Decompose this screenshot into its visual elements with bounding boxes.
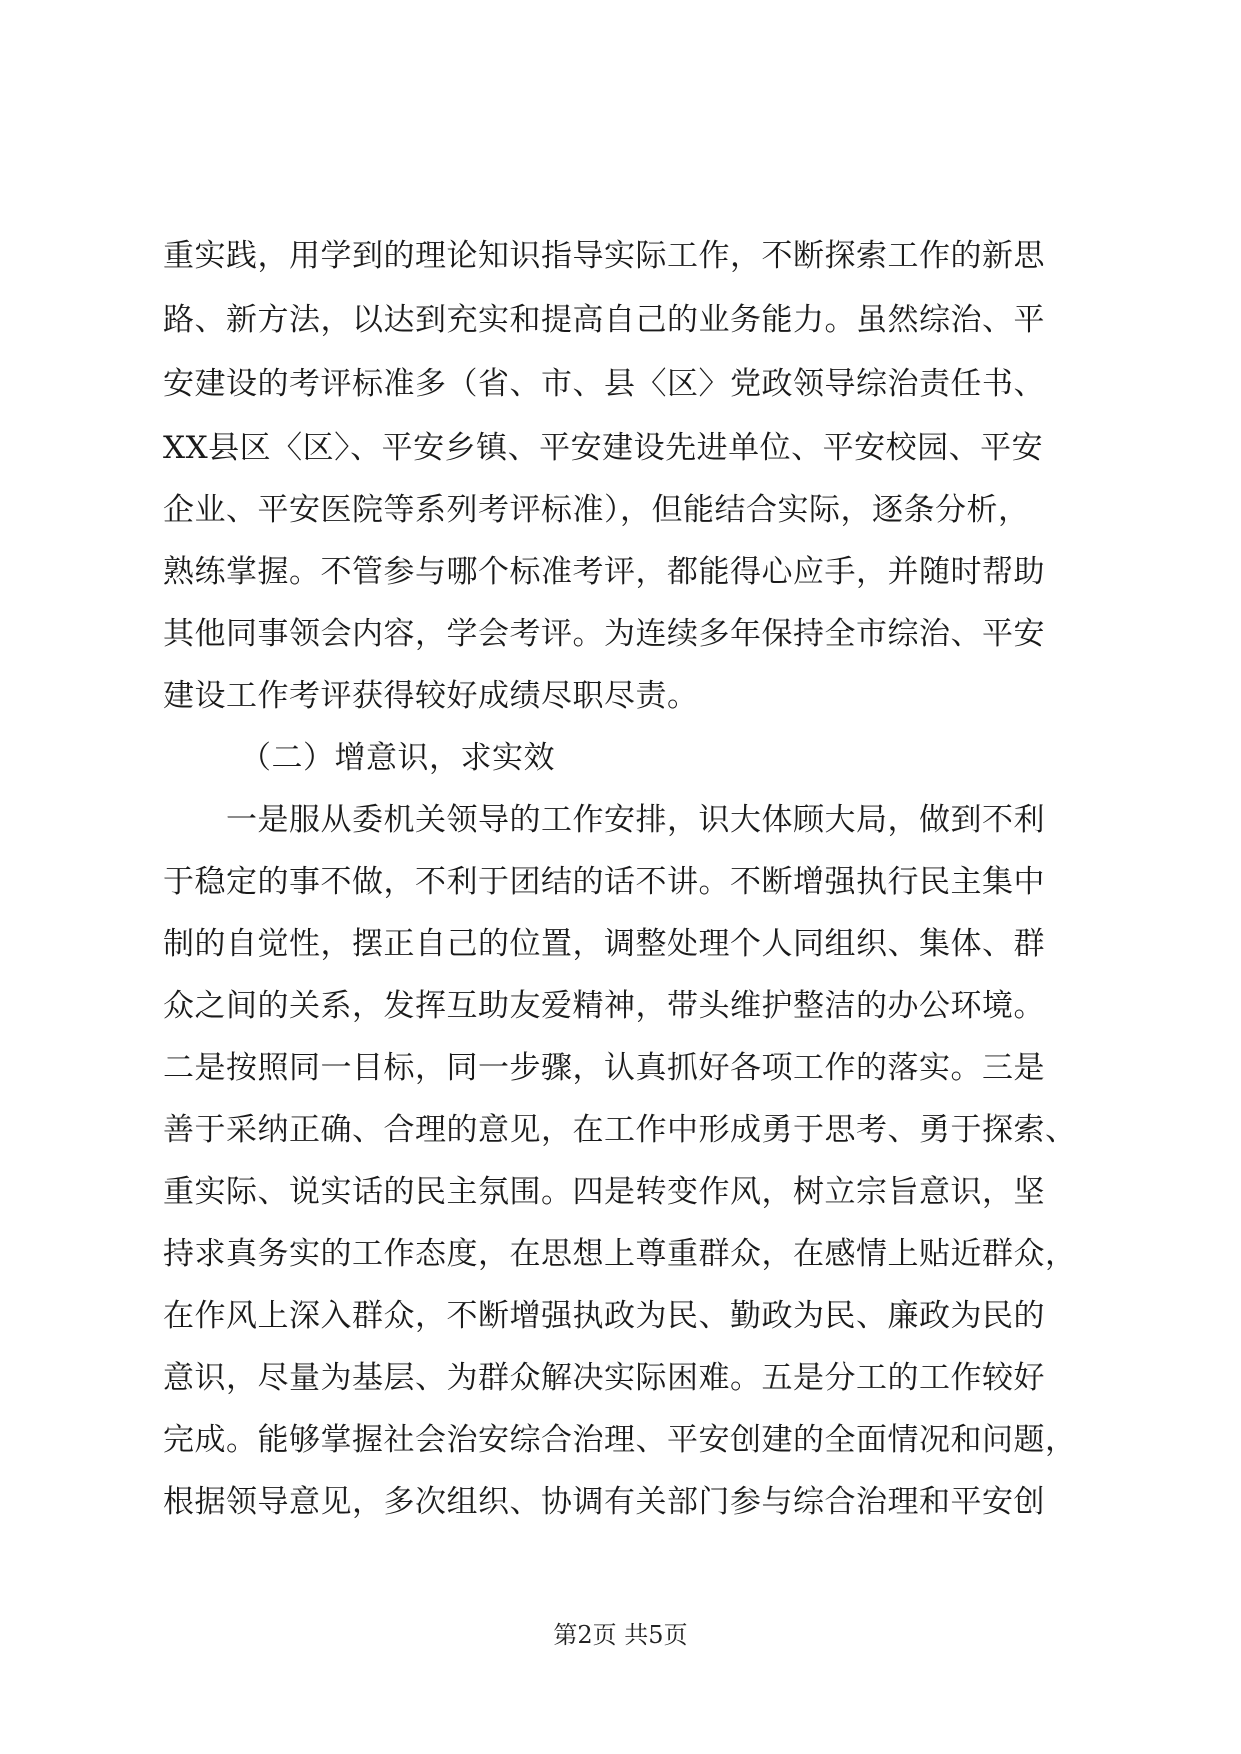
text-line: 安建设的考评标准多（省、市、县〈区〉党政领导综治责任书、 <box>163 366 1045 402</box>
text-line: 于稳定的事不做，不利于团结的话不讲。不断增强执行民主集中 <box>163 864 1045 900</box>
text-line: 二是按照同一目标，同一步骤，认真抓好各项工作的落实。三是 <box>163 1050 1045 1086</box>
paragraph-first-line: 一是服从委机关领导的工作安排，识大体顾大局，做到不利 <box>226 802 1045 838</box>
text-line: 企业、平安医院等系列考评标准），但能结合实际，逐条分析， <box>163 492 1030 528</box>
text-line: 根据领导意见，多次组织、协调有关部门参与综合治理和平安创 <box>163 1484 1045 1520</box>
page-number-footer: 第2页 共5页 <box>553 1621 688 1649</box>
text-line: 重实践，用学到的理论知识指导实际工作，不断探索工作的新思 <box>163 238 1045 274</box>
text-line: 意识，尽量为基层、为群众解决实际困难。五是分工的工作较好 <box>163 1360 1045 1396</box>
text-line: 建设工作考评获得较好成绩尽职尽责。 <box>163 678 699 714</box>
text-line: 完成。能够掌握社会治安综合治理、平安创建的全面情况和问题， <box>163 1422 1077 1458</box>
text-line: 制的自觉性，摆正自己的位置，调整处理个人同组织、集体、群 <box>163 926 1045 962</box>
text-line: 其他同事领会内容，学会考评。为连续多年保持全市综治、平安 <box>163 616 1045 652</box>
text-line: 持求真务实的工作态度，在思想上尊重群众，在感情上贴近群众， <box>163 1236 1077 1272</box>
text-line: 众之间的关系，发挥互助友爱精神，带头维护整洁的办公环境。 <box>163 988 1045 1024</box>
text-line: 熟练掌握。不管参与哪个标准考评，都能得心应手，并随时帮助 <box>163 554 1045 590</box>
text-line: 善于采纳正确、合理的意见，在工作中形成勇于思考、勇于探索、 <box>163 1112 1077 1148</box>
text-line: XX县区〈区〉、平安乡镇、平安建设先进单位、平安校园、平安 <box>163 430 1044 466</box>
text-line: 重实际、说实话的民主氛围。四是转变作风，树立宗旨意识，坚 <box>163 1174 1045 1210</box>
text-line: 路、新方法，以达到充实和提高自己的业务能力。虽然综治、平 <box>163 302 1045 338</box>
text-line: 在作风上深入群众，不断增强执政为民、勤政为民、廉政为民的 <box>163 1298 1045 1334</box>
section-heading: （二）增意识，求实效 <box>240 740 555 776</box>
